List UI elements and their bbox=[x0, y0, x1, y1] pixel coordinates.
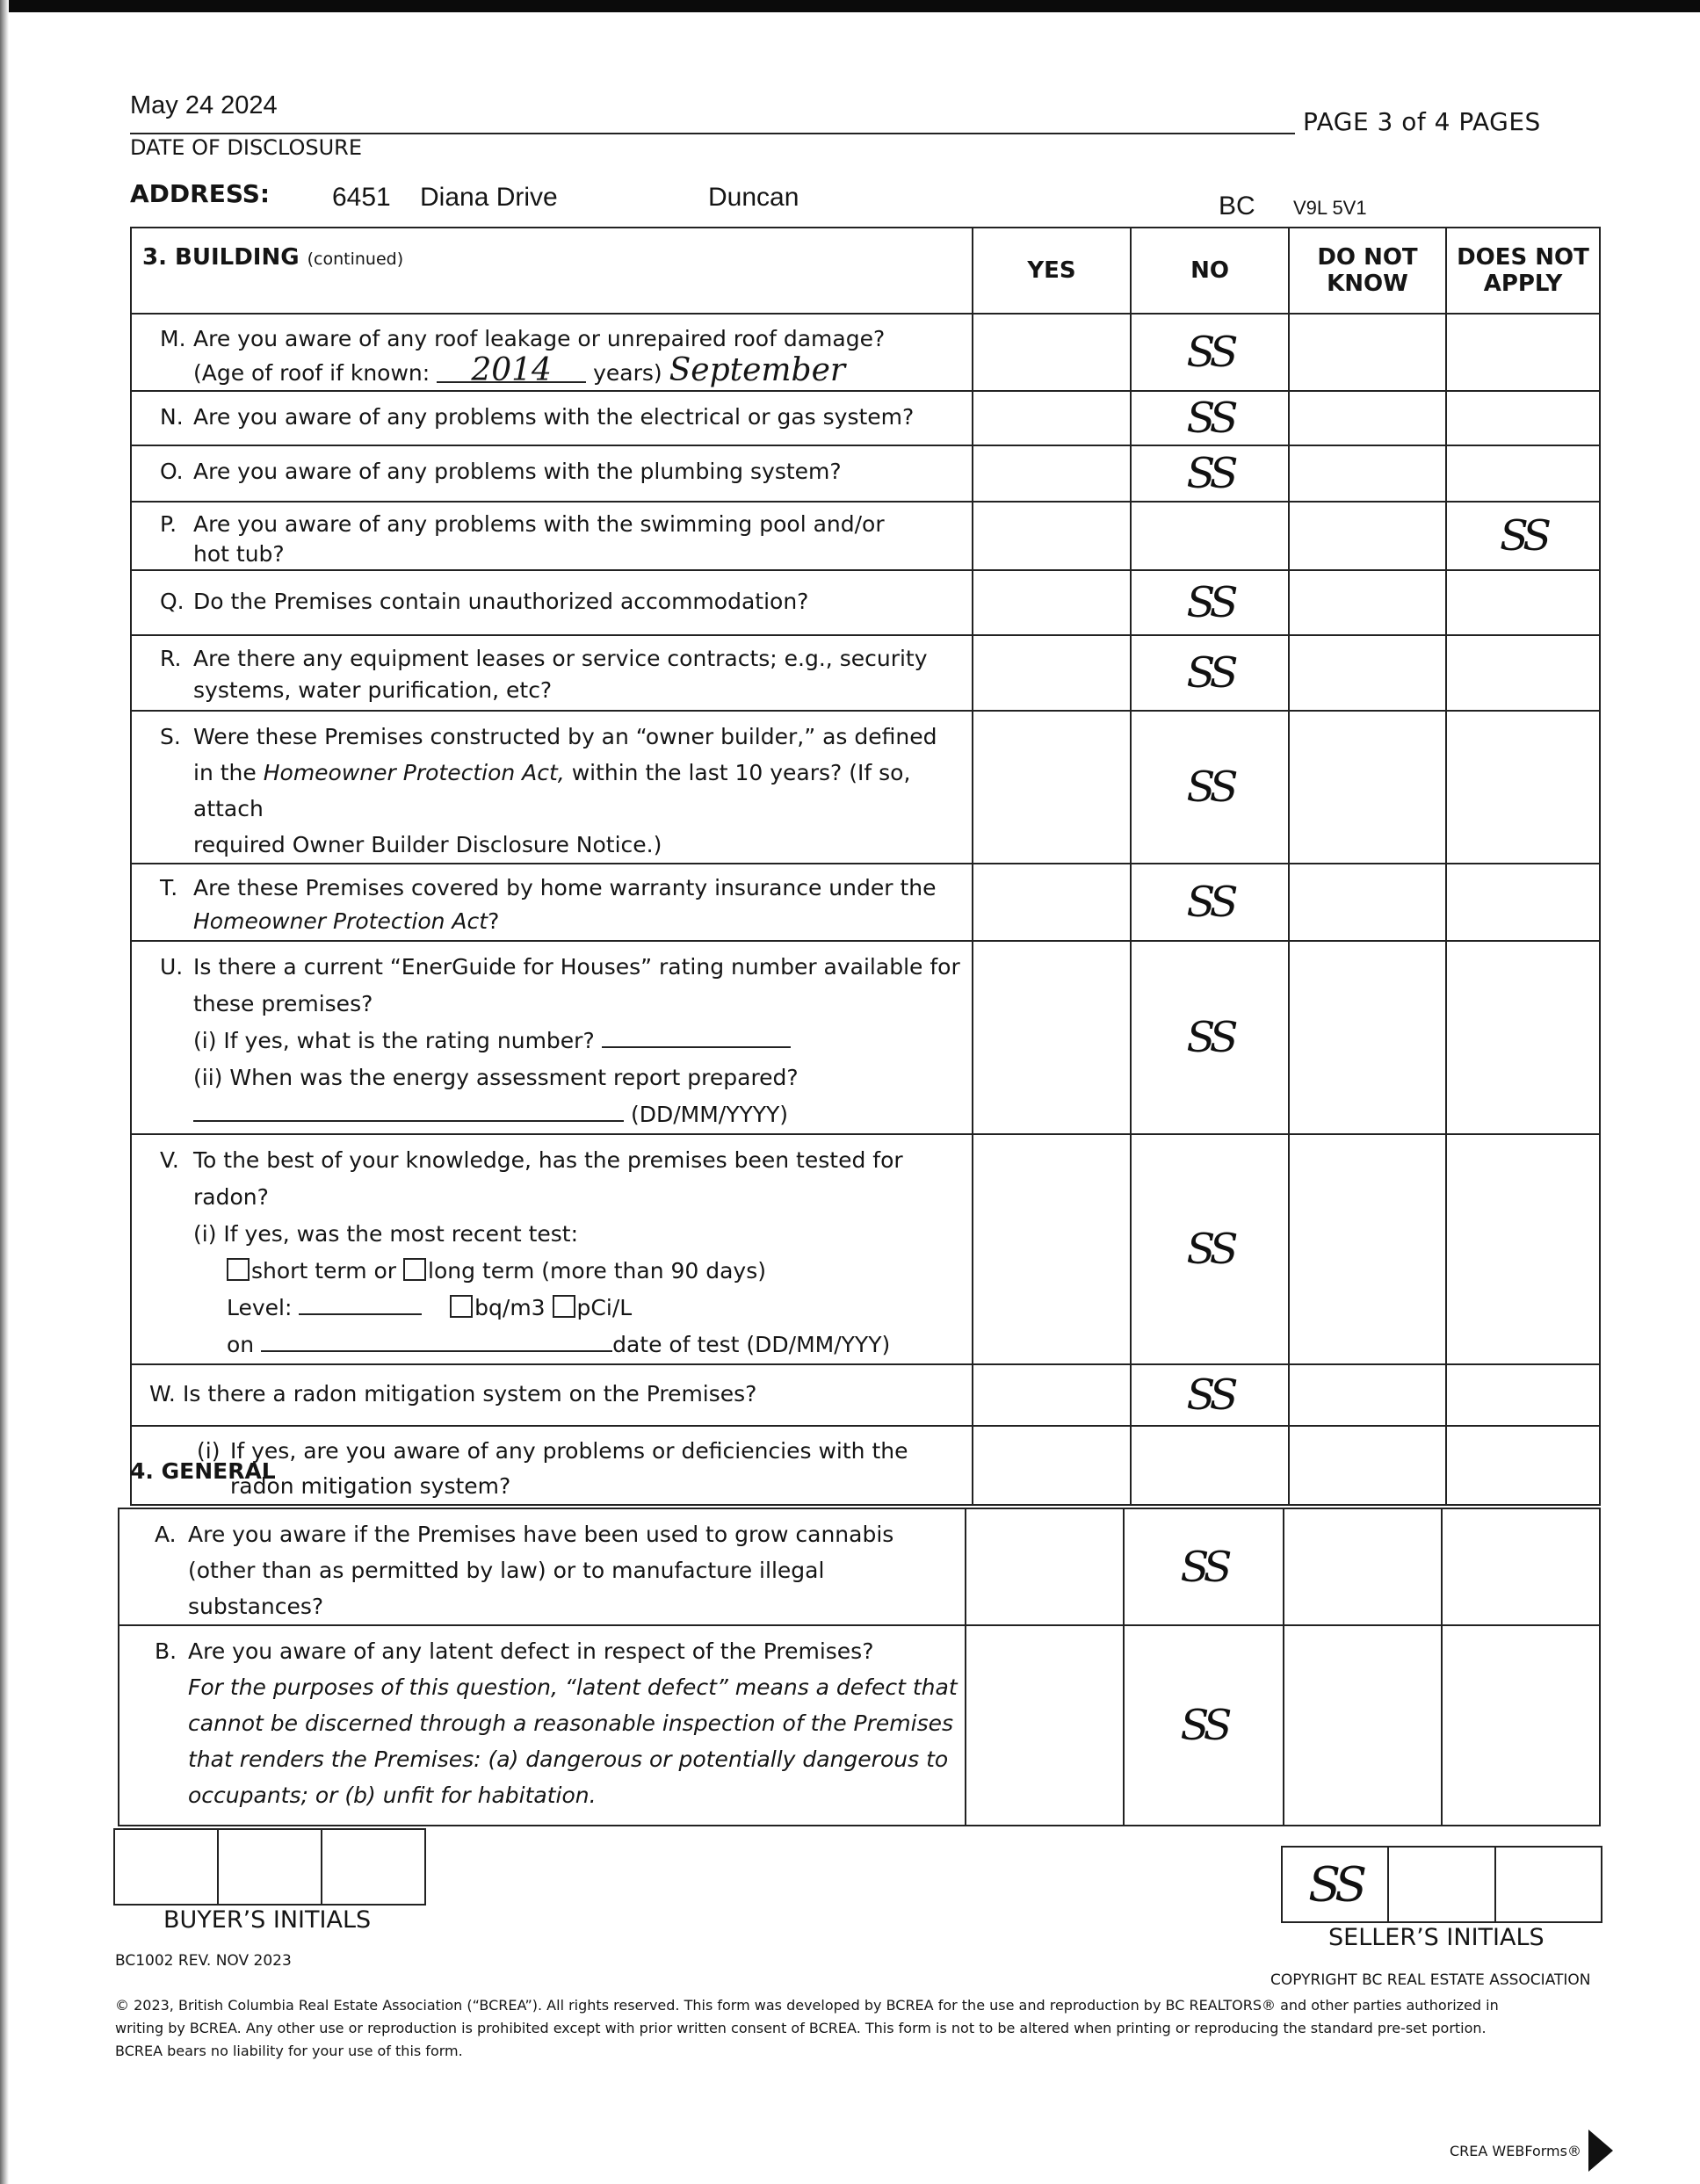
roof-age-value: 2014 bbox=[471, 352, 552, 388]
copyright-association: COPYRIGHT BC REAL ESTATE ASSOCIATION bbox=[1270, 1971, 1591, 1989]
question-row-p: P. Are you aware of any problems with the swimming pool and/or hot tub? SS bbox=[131, 502, 1600, 570]
m-dna bbox=[1446, 314, 1600, 391]
radon-test-date-field[interactable] bbox=[261, 1327, 612, 1352]
m-dnk bbox=[1289, 314, 1446, 391]
col-no: NO bbox=[1131, 228, 1289, 314]
seller-initials-mark: SS bbox=[1186, 1370, 1233, 1420]
seller-initials-mark: SS bbox=[1186, 578, 1233, 627]
question-row-o: O. Are you aware of any problems with the plumbing system? SS bbox=[131, 445, 1600, 502]
seller-initial-box-3[interactable] bbox=[1496, 1848, 1601, 1921]
pci-checkbox[interactable] bbox=[553, 1295, 575, 1318]
buyer-initial-box-2[interactable] bbox=[219, 1830, 322, 1904]
general-questions-table bbox=[118, 1508, 1601, 1826]
m-no bbox=[1131, 314, 1289, 391]
question-row-r: R. Are there any equipment leases or service contracts; e.g., security systems, water purification, etc? SS bbox=[131, 635, 1600, 711]
seller-initials-mark: SS bbox=[1186, 763, 1233, 812]
question-row-s: S. Were these Premises constructed by an “owner builder,” as defined in the Homeowner Protection Act, within the last 10 years? (If so, attach required Owner Builder Disclosure Notice.) SS bbox=[131, 711, 1600, 864]
address-label: ADDRESS: bbox=[130, 179, 271, 208]
disclosure-date-value: May 24 2024 bbox=[130, 91, 278, 119]
seller-initials-mark: SS bbox=[1186, 394, 1233, 443]
seller-initials-mark: SS bbox=[1186, 1013, 1233, 1062]
seller-initials-mark: SS bbox=[1180, 1701, 1227, 1750]
energuide-rating-field[interactable] bbox=[602, 1023, 791, 1048]
question-row-t: T. Are these Premises covered by home warranty insurance under the Homeowner Protection Act? SS bbox=[131, 864, 1600, 941]
address-city: Duncan bbox=[708, 183, 799, 212]
buyer-initials-boxes bbox=[113, 1828, 426, 1906]
address-street: Diana Drive bbox=[420, 183, 558, 212]
form-code: BC1002 REV. NOV 2023 bbox=[115, 1952, 292, 1970]
address-number: 6451 bbox=[332, 183, 391, 212]
address-postal: V9L 5V1 bbox=[1293, 197, 1367, 219]
question-row-q: Q. Do the Premises contain unauthorized accommodation? SS bbox=[131, 570, 1600, 635]
question-row-b: B. Are you aware of any latent defect in respect of the Premises? For the purposes of this question, “latent defect” means a defect that cannot be discerned through a reasonable inspection of the Premises that renders the Premises: (a) dangerous or potentially dangerous to occupants; or (b) unfit for habitation. SS bbox=[119, 1625, 1600, 1826]
roof-handwritten-note: September bbox=[669, 352, 846, 388]
question-row-u: U. Is there a current “EnerGuide for Houses” rating number available for these premises? (i) If yes, what is the rating number? (ii) When was the energy assessment report prepared? (DD/MM/YYYY) SS bbox=[131, 941, 1600, 1134]
radon-level-field[interactable] bbox=[299, 1291, 422, 1315]
long-term-checkbox[interactable] bbox=[403, 1258, 426, 1281]
seller-initial-box-2[interactable] bbox=[1389, 1848, 1495, 1921]
disclosure-date-label: DATE OF DISCLOSURE bbox=[130, 135, 362, 160]
webforms-arrow-icon bbox=[1588, 2130, 1613, 2172]
general-section-title: 4. GENERAL bbox=[130, 1458, 276, 1484]
question-row-v: V. To the best of your knowledge, has the premises been tested for radon? (i) If yes, was the most recent test: short term or long term (more than 90 days) Level: bq/m3 pCi/L on date of test (DD/MM/YYY) SS bbox=[131, 1134, 1600, 1364]
seller-initials-mark: SS bbox=[1186, 328, 1233, 377]
col-yes: YES bbox=[973, 228, 1131, 314]
col-do-not-know: DO NOT KNOW bbox=[1289, 228, 1446, 314]
m-yes bbox=[973, 314, 1131, 391]
question-row-w: W. Is there a radon mitigation system on the Premises? SS bbox=[131, 1364, 1600, 1426]
building-questions-table bbox=[130, 227, 1601, 1506]
seller-initials-label: SELLER’S INITIALS bbox=[1328, 1924, 1544, 1951]
energy-report-date-field[interactable] bbox=[193, 1097, 624, 1122]
seller-initial-box-1[interactable] bbox=[1283, 1848, 1389, 1921]
question-row-w-i: (i) If yes, are you aware of any problems or deficiencies with the radon mitigation system? bbox=[131, 1426, 1600, 1505]
question-row-m: M. Are you aware of any roof leakage or unrepaired roof damage? (Age of roof if known: 2014 years) September SS bbox=[131, 314, 1600, 391]
seller-initials-mark: SS bbox=[1186, 449, 1233, 498]
seller-initials-mark: SS bbox=[1186, 878, 1233, 927]
short-term-checkbox[interactable] bbox=[227, 1258, 250, 1281]
address-province: BC bbox=[1219, 192, 1255, 221]
scan-left-edge bbox=[0, 0, 9, 2184]
seller-initials-boxes bbox=[1281, 1846, 1602, 1923]
question-row-n: N. Are you aware of any problems with the electrical or gas system? SS bbox=[131, 391, 1600, 445]
page-number: PAGE 3 of 4 PAGES bbox=[1303, 107, 1541, 136]
seller-initials-mark: SS bbox=[1500, 511, 1546, 560]
buyer-initials-label: BUYER’S INITIALS bbox=[163, 1906, 372, 1934]
seller-initials-mark: SS bbox=[1186, 1225, 1233, 1274]
seller-initials-mark: SS bbox=[1186, 648, 1233, 698]
legal-notice: © 2023, British Columbia Real Estate Association (“BCREA”). All rights reserved. This form was developed by BCREA for the use and reproduction by BC REALTORS® and other parties authorized in writing by BCREA. Any other use or reproduction is prohibited except with prior written consent of BCREA. This form is not to be altered when printing or reproducing the standard pre-set portion. BCREA bears no liability for your use of this form. bbox=[115, 1997, 1499, 2059]
bq-checkbox[interactable] bbox=[450, 1295, 473, 1318]
date-underline bbox=[130, 133, 1295, 134]
seller-initials-mark: SS bbox=[1180, 1542, 1227, 1592]
scan-top-border bbox=[0, 0, 1700, 12]
buyer-initial-box-1[interactable] bbox=[115, 1830, 219, 1904]
seller-signature: SS bbox=[1308, 1856, 1363, 1913]
building-section-title: 3. BUILDING (continued) bbox=[131, 228, 973, 314]
buyer-initial-box-3[interactable] bbox=[322, 1830, 424, 1904]
col-does-not-apply: DOES NOT APPLY bbox=[1446, 228, 1600, 314]
question-row-a: A. Are you aware if the Premises have been used to grow cannabis (other than as permitted by law) or to manufacture illegal substances? SS bbox=[119, 1508, 1600, 1625]
crea-webforms-brand: CREA WEBForms® bbox=[1450, 2130, 1613, 2172]
